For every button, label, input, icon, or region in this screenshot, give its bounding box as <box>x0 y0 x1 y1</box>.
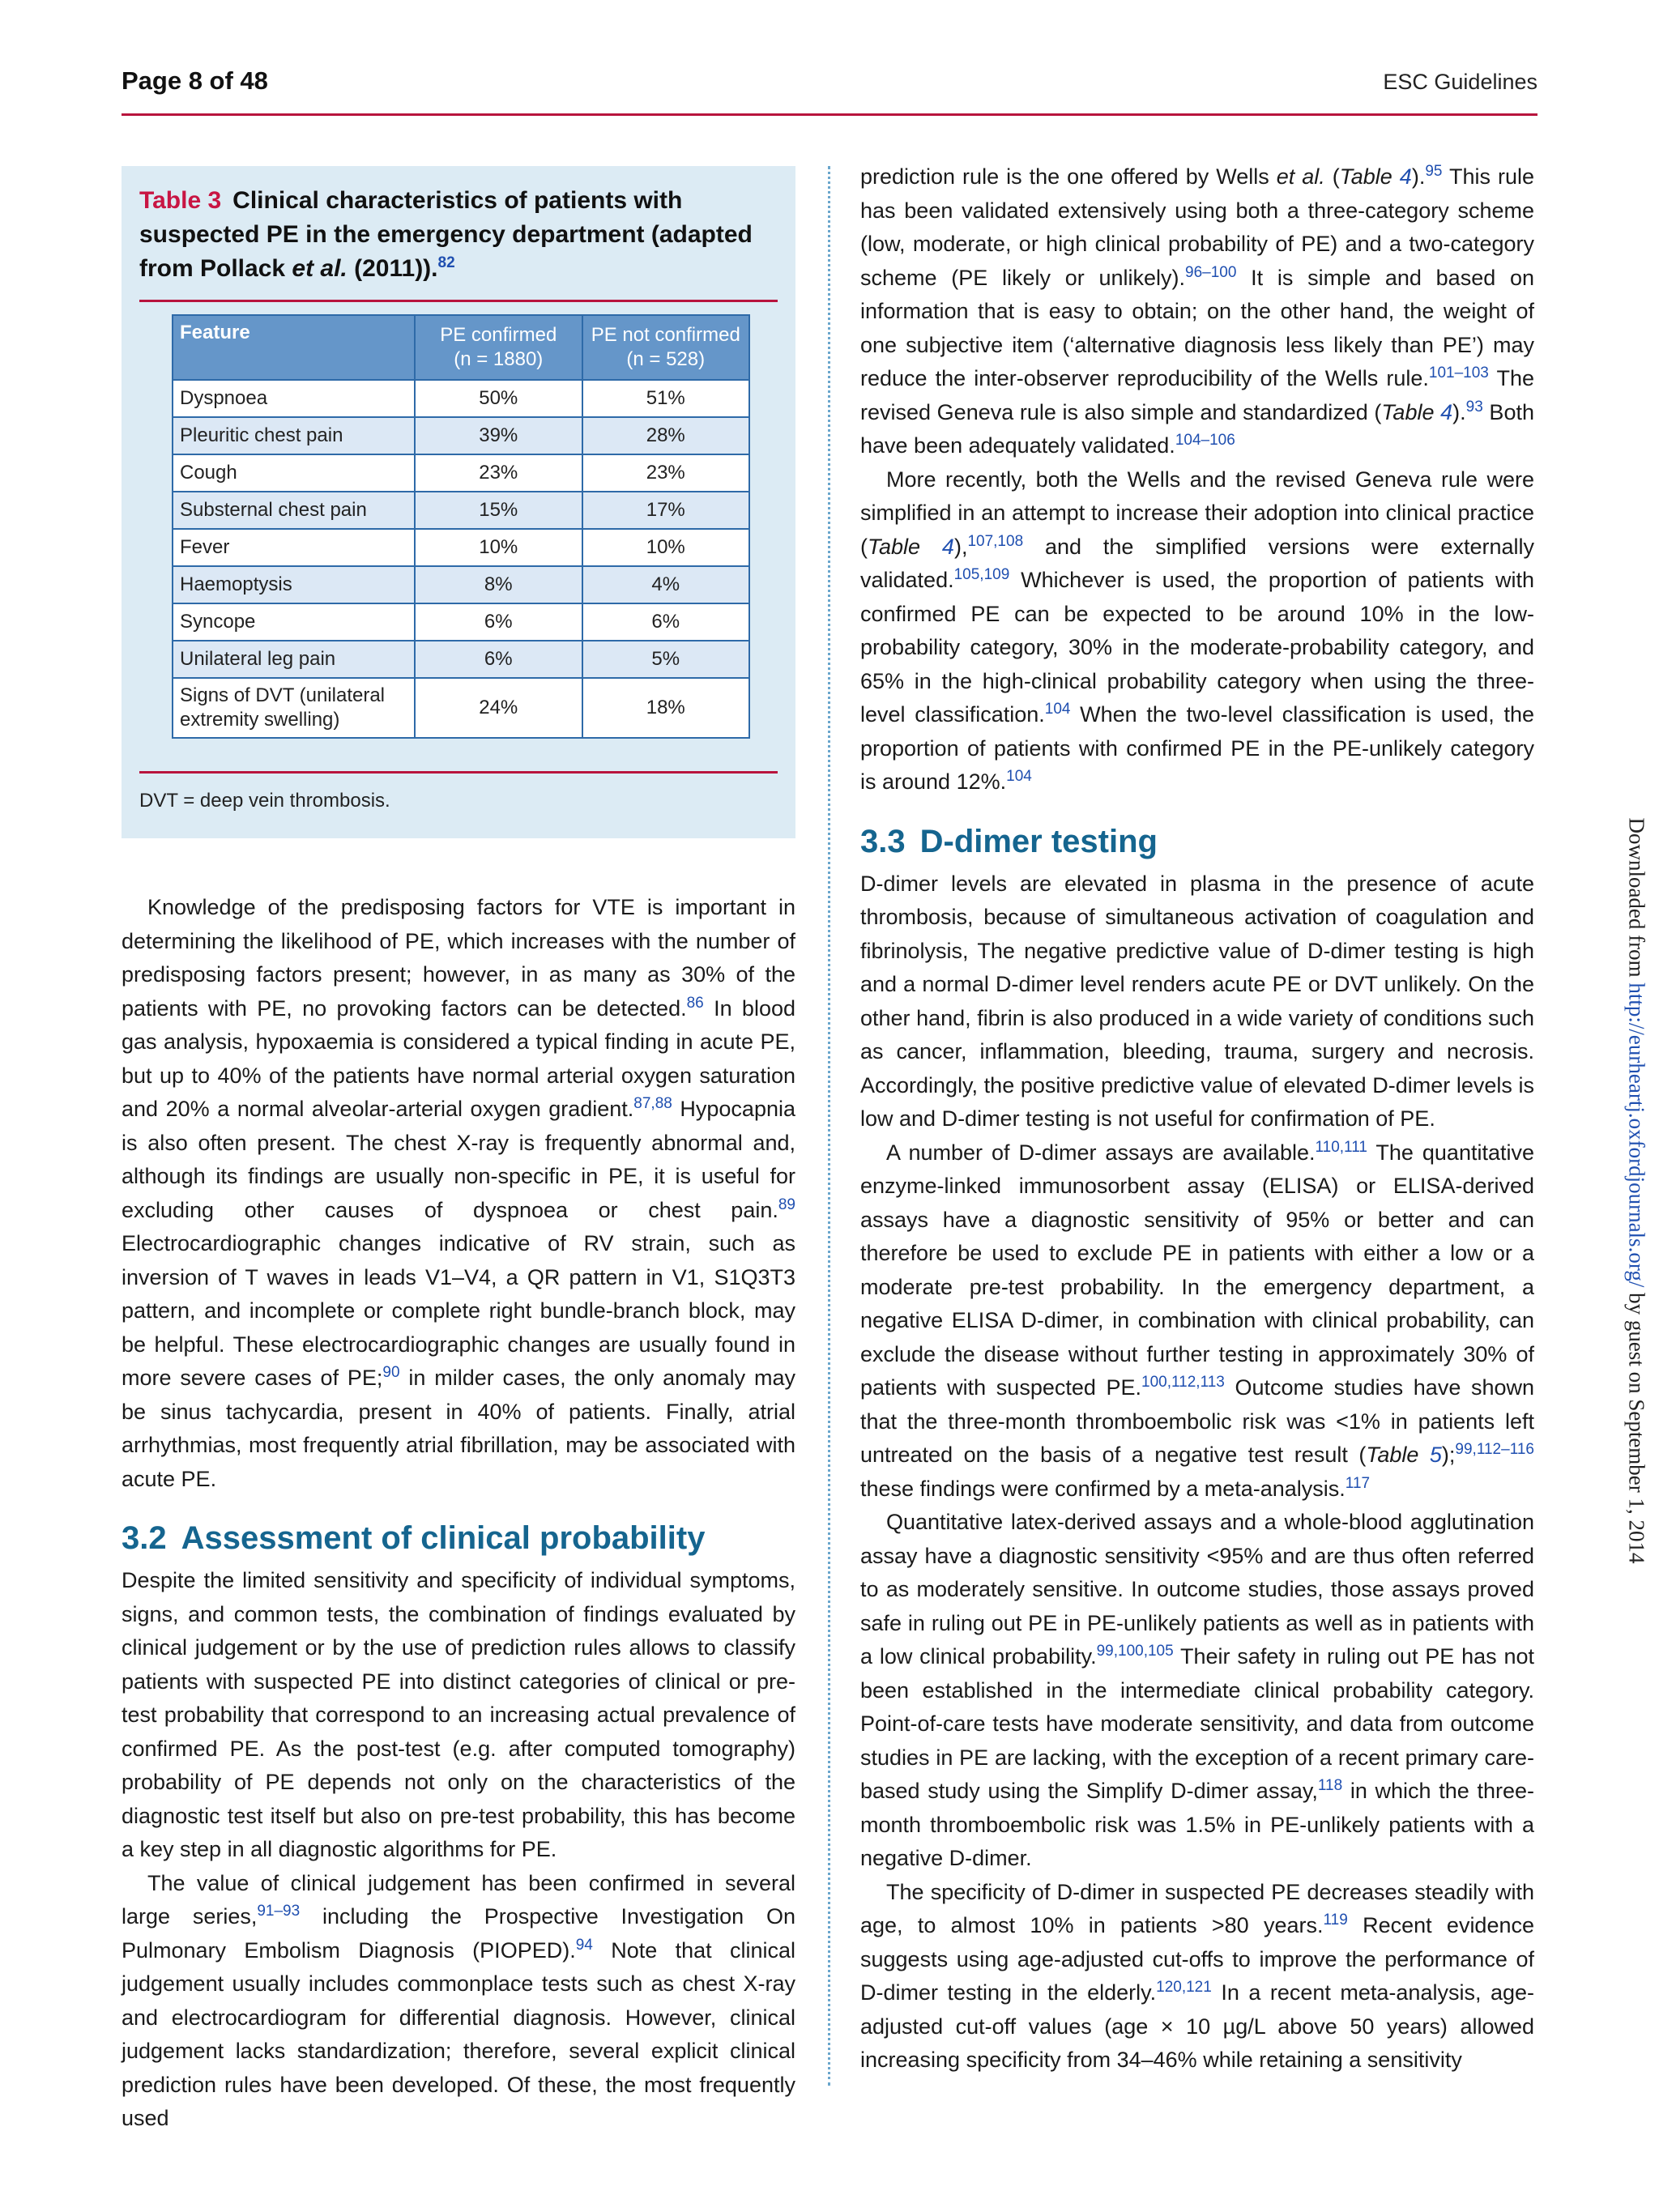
citation-link[interactable]: 104 <box>1044 701 1071 718</box>
cell-confirmed: 39% <box>415 417 582 454</box>
table3-footnote: DVT = deep vein thrombosis. <box>139 790 390 812</box>
text-span: Whichever is used, the proportion of patients with confirmed PE can be expected to be around 10% in the low-probability category, 30% in the moderate-probability category, and 65% in the high-clinical probability category when using the three-level classification. <box>860 568 1534 727</box>
download-prefix: Downloaded from <box>1624 817 1649 983</box>
column-separator <box>828 166 830 2086</box>
table-row <box>173 603 749 641</box>
cell-feature: Haemoptysis <box>173 566 415 603</box>
col-pe-not-confirmed-n: (n = 528) <box>626 348 706 370</box>
cell-feature: Signs of DVT (unilateral extremity swelling) <box>173 678 415 738</box>
citation-link[interactable]: 104 <box>1006 768 1032 785</box>
col-feature-header: Feature <box>173 315 415 380</box>
table-ref-label: Table <box>1381 399 1435 424</box>
cell-not-confirmed: 23% <box>582 454 750 492</box>
cell-confirmed: 23% <box>415 454 582 492</box>
text-span: The value of clinical judgement has been confirmed in several large series, <box>122 1870 795 1929</box>
citation-link[interactable]: 101–103 <box>1428 364 1489 381</box>
text-span: prediction rule is the one offered by Wells <box>860 164 1277 189</box>
paragraph-clinical-probability: Despite the limited sensitivity and specificity of individual symptoms, signs, and common tests, the combination of findings evaluated by clinical judgement or by the use of prediction rules allows to classify patients with suspected PE into distinct categories of clinical or pre-test probability that correspond to an increasing actual prevalence of confirmed PE. As the post-test (e.g. after computed tomography) probability of PE depends not only on the characteristics of the diagnostic test itself but also on pre-test probability, this has become a key step in all diagnostic algorithms for PE. <box>122 1568 795 1861</box>
table-ref-link[interactable]: 4 <box>1440 399 1453 424</box>
cell-feature: Syncope <box>173 603 415 641</box>
cell-confirmed: 24% <box>415 678 582 738</box>
table-row <box>173 380 749 417</box>
table-row <box>173 529 749 566</box>
table-ref-label: Table <box>1366 1443 1419 1467</box>
cell-confirmed: 8% <box>415 566 582 603</box>
paragraph-simplified-rules <box>860 463 1534 799</box>
text-span: A number of D-dimer assays are available. <box>886 1140 1316 1165</box>
table-row <box>173 678 749 738</box>
section-heading-3-2 <box>122 1517 795 1559</box>
col-pe-not-confirmed-title: PE not confirmed <box>591 324 740 346</box>
table3-bottom-rule <box>139 771 778 774</box>
text-span: Knowledge of the predisposing factors for VTE is important in determining the likelihood of PE, which increases with the number of predisposing factors present; however, in as many as 30% of the patients with PE, no provoking factors can be detected. <box>122 895 795 1021</box>
citation-link[interactable]: 87,88 <box>633 1095 672 1112</box>
table-ref-label: Table <box>1339 164 1392 189</box>
left-column <box>122 891 795 2136</box>
text-span: More recently, both the Wells and the revised Geneva rule were simplified in an attempt to increase their adoption into clinical practice ( <box>860 467 1534 559</box>
table-header-row <box>173 315 749 380</box>
download-url-link[interactable]: http://eurheartj.oxfordjournals.org/ <box>1624 982 1649 1288</box>
text-span: This rule has been validated extensively using both a three-category scheme (low, moderate, or high clinical probability of PE) and a two-category scheme (PE likely or unlikely). <box>860 164 1534 290</box>
section-number: 3.2 <box>122 1520 167 1556</box>
text-span: Electrocardiographic changes indicative of RV strain, such as inversion of T waves in leads V1–V4, a QR pattern in V1, S1Q3T3 pattern, and incomplete or complete right bundle-branch block, may be helpful. These electrocardiographic changes are usually found in more severe cases of PE; <box>122 1231 795 1390</box>
table3-caption-pre: Clinical characteristics of patients with suspected PE in the emergency department (adapted from Pollack <box>139 187 753 282</box>
table3-top-rule <box>139 300 778 302</box>
section-number: 3.3 <box>860 823 906 859</box>
clinical-characteristics-table <box>172 314 750 739</box>
citation-link[interactable]: 110,111 <box>1315 1138 1367 1156</box>
text-span: ). <box>1411 164 1426 189</box>
table-ref-link[interactable]: 4 <box>941 534 954 559</box>
cell-confirmed: 15% <box>415 492 582 529</box>
citation-link[interactable]: 117 <box>1345 1474 1371 1492</box>
right-column <box>860 160 1534 2078</box>
section-title: Assessment of clinical probability <box>181 1520 706 1556</box>
cell-not-confirmed: 10% <box>582 529 750 566</box>
text-span: In blood gas analysis, hypoxaemia is considered a typical finding in acute PE, but up to 40% of the patients have normal arterial oxygen saturation and 20% a normal alveolar-arterial oxygen gradient. <box>122 995 795 1121</box>
text-span: Quantitative latex-derived assays and a whole-blood agglutination assay have a diagnostic sensitivity <95% and are thus often referred to as moderately sensitive. In outcome studies, those assays proved safe in ruling out PE in PE-unlikely patients as well as in patients with a low clinical probability. <box>860 1510 1534 1669</box>
text-span: Hypocapnia is also often present. The chest X-ray is frequently abnormal and, although its findings are usually non-specific in PE, it is useful for excluding other causes of dyspnoea or chest pain. <box>122 1097 795 1222</box>
text-span: In a recent meta-analysis, age-adjusted cut-off values (age × 10 µg/L above 50 years) allowed increasing specificity from 34–46% while retaining a sensitivity <box>860 1980 1534 2072</box>
text-span: The quantitative enzyme-linked immunosorbent assay (ELISA) or ELISA-derived assays have a diagnostic sensitivity of 95% or better and can therefore be used to exclude PE in patients with either a low or a moderate pre-test probability. In the emergency department, a negative ELISA D-dimer, in combination with clinical probability, can exclude the disease without further testing in approximately 30% of patients with suspected PE. <box>860 1140 1534 1400</box>
table-row <box>173 566 749 603</box>
cell-confirmed: 6% <box>415 603 582 641</box>
table3-box <box>122 166 795 838</box>
cell-not-confirmed: 17% <box>582 492 750 529</box>
journal-section: ESC Guidelines <box>1383 70 1537 94</box>
citation-link[interactable]: 100,112,113 <box>1141 1374 1225 1391</box>
citation-link[interactable]: 86 <box>686 994 704 1012</box>
paragraph-wells-rule <box>860 160 1534 463</box>
cell-confirmed: 6% <box>415 641 582 678</box>
citation-link[interactable]: 99,112–116 <box>1455 1441 1534 1458</box>
cell-feature: Fever <box>173 529 415 566</box>
table-row <box>173 454 749 492</box>
citation-link[interactable]: 89 <box>778 1196 795 1213</box>
cell-not-confirmed: 5% <box>582 641 750 678</box>
download-suffix: by guest on September 1, 2014 <box>1624 1287 1649 1564</box>
citation-link[interactable]: 99,100,105 <box>1096 1643 1174 1660</box>
table-ref-link[interactable]: 4 <box>1399 164 1412 189</box>
text-span: Recent evidence suggests using age-adjusted cut-offs to improve the performance of D-dimer testing in the elderly. <box>860 1913 1535 2005</box>
paragraph-clinical-judgement <box>122 1867 795 2136</box>
text-span: in which the three-month thromboembolic risk was 1.5% in PE-unlikely patients with a negative D-dimer. <box>860 1779 1534 1870</box>
citation-link[interactable]: 90 <box>382 1364 400 1381</box>
cell-feature: Pleuritic chest pain <box>173 417 415 454</box>
text-span: ), <box>953 534 968 559</box>
text-span: including the Prospective Investigation On Pulmonary Embolism Diagnosis (PIOPED). <box>122 1904 795 1963</box>
text-span: Both have been adequately validated. <box>860 399 1534 458</box>
table3-caption-etal: et al. <box>292 255 348 282</box>
download-watermark <box>1624 817 1649 1563</box>
text-span: Outcome studies have shown that the three-month thromboembolic risk was <1% in patients left untreated on the basis of a negative test result ( <box>860 1375 1534 1467</box>
table3-caption-post: (2011)). <box>347 255 438 282</box>
text-span: The revised Geneva rule is also simple and standardized ( <box>860 366 1534 424</box>
cell-not-confirmed: 51% <box>582 380 750 417</box>
citation-link[interactable]: 119 <box>1323 1912 1348 1929</box>
citation-link[interactable]: 94 <box>575 1936 593 1954</box>
text-span: When the two-level classification is used, the proportion of patients with confirmed PE in the PE-unlikely category is around 12%. <box>860 702 1534 794</box>
cell-not-confirmed: 6% <box>582 603 750 641</box>
table-ref-link[interactable]: 5 <box>1429 1443 1442 1467</box>
table3-label: Table 3 <box>139 187 222 214</box>
citation-link[interactable]: 105,109 <box>953 566 1010 583</box>
paragraph-latex-assays <box>860 1506 1534 1876</box>
header-rule <box>122 113 1537 116</box>
cell-feature: Unilateral leg pain <box>173 641 415 678</box>
citation-link[interactable]: 96–100 <box>1185 263 1237 281</box>
text-span: Their safety in ruling out PE has not been established in the intermediate clinical probability category. Point-of-care tests have moderate sensitivity, and data from outcome studies in PE are lacking, with the exception of a recent primary care-based study using the Simplify D-dimer assay, <box>860 1644 1534 1803</box>
section-title: D-dimer testing <box>919 823 1158 859</box>
text-span: The specificity of D-dimer in suspected PE decreases steadily with age, to almost 10% in patients >80 years. <box>860 1879 1534 1937</box>
cell-feature: Dyspnoea <box>173 380 415 417</box>
citation-link[interactable]: 91–93 <box>257 1903 301 1920</box>
citation-link[interactable]: 95 <box>1425 163 1443 180</box>
table-row <box>173 417 749 454</box>
citation-link[interactable]: 93 <box>1465 398 1483 416</box>
cell-not-confirmed: 28% <box>582 417 750 454</box>
table3-caption <box>139 184 771 286</box>
text-etal: et al. <box>1276 164 1325 189</box>
text-span: It is simple and based on information that is easy to obtain; on the other hand, the weight of one subjective item (‘alternative diagnosis less likely than PE’) may reduce the inter-observer reproducibility of the Wells rule. <box>860 265 1534 390</box>
citation-link[interactable]: 107,108 <box>967 532 1024 550</box>
text-span: ( <box>1324 164 1340 189</box>
paragraph-age-specificity <box>860 1876 1534 2078</box>
text-span: these findings were confirmed by a meta-analysis. <box>860 1476 1346 1501</box>
table-ref-label: Table <box>868 534 921 559</box>
citation-link[interactable]: 120,121 <box>1156 1979 1212 1996</box>
cell-not-confirmed: 18% <box>582 678 750 738</box>
paragraph-d-dimer-levels: D-dimer levels are elevated in plasma in the presence of acute thrombosis, because of simultaneous activation of coagulation and fibrinolysis, The negative predictive value of D-dimer testing is high and a normal D-dimer level renders acute PE or DVT unlikely. On the other hand, fibrin is also produced in a wide variety of conditions such as cancer, inflammation, bleeding, trauma, surgery and necrosis. Accordingly, the positive predictive value of elevated D-dimer levels is low and D-dimer testing is not useful for confirmation of PE. <box>860 871 1534 1131</box>
table3-caption-ref[interactable]: 82 <box>437 254 455 271</box>
citation-link[interactable]: 104–106 <box>1175 432 1235 449</box>
text-span: ); <box>1441 1443 1456 1467</box>
cell-confirmed: 10% <box>415 529 582 566</box>
cell-not-confirmed: 4% <box>582 566 750 603</box>
page-number: Page 8 of 48 <box>122 66 268 95</box>
text-span: and the simplified versions were externally validated. <box>860 534 1534 592</box>
table-row <box>173 641 749 678</box>
paragraph-d-dimer-assays <box>860 1136 1534 1507</box>
citation-link[interactable]: 118 <box>1317 1777 1343 1794</box>
cell-feature: Cough <box>173 454 415 492</box>
col-pe-not-confirmed-header <box>582 315 750 380</box>
col-pe-confirmed-header <box>415 315 582 380</box>
text-span: ). <box>1452 399 1466 424</box>
section-heading-3-3 <box>860 820 1534 863</box>
cell-confirmed: 50% <box>415 380 582 417</box>
table-row <box>173 492 749 529</box>
cell-feature: Substernal chest pain <box>173 492 415 529</box>
text-span: in milder cases, the only anomaly may be sinus tachycardia, present in 40% of patients. Finally, atrial arrhythmias, most frequently atrial fibrillation, may be associated with acute PE. <box>122 1366 795 1491</box>
paragraph-predisposing-factors <box>122 891 795 1496</box>
col-pe-confirmed-n: (n = 1880) <box>454 348 544 370</box>
col-pe-confirmed-title: PE confirmed <box>440 324 557 346</box>
text-span: Note that clinical judgement usually includes commonplace tests such as chest X-ray and electrocardiogram for differential diagnosis. However, clinical judgement lacks standardization; therefore, several explicit clinical prediction rules have been developed. Of these, the most frequently used <box>122 1937 795 2130</box>
